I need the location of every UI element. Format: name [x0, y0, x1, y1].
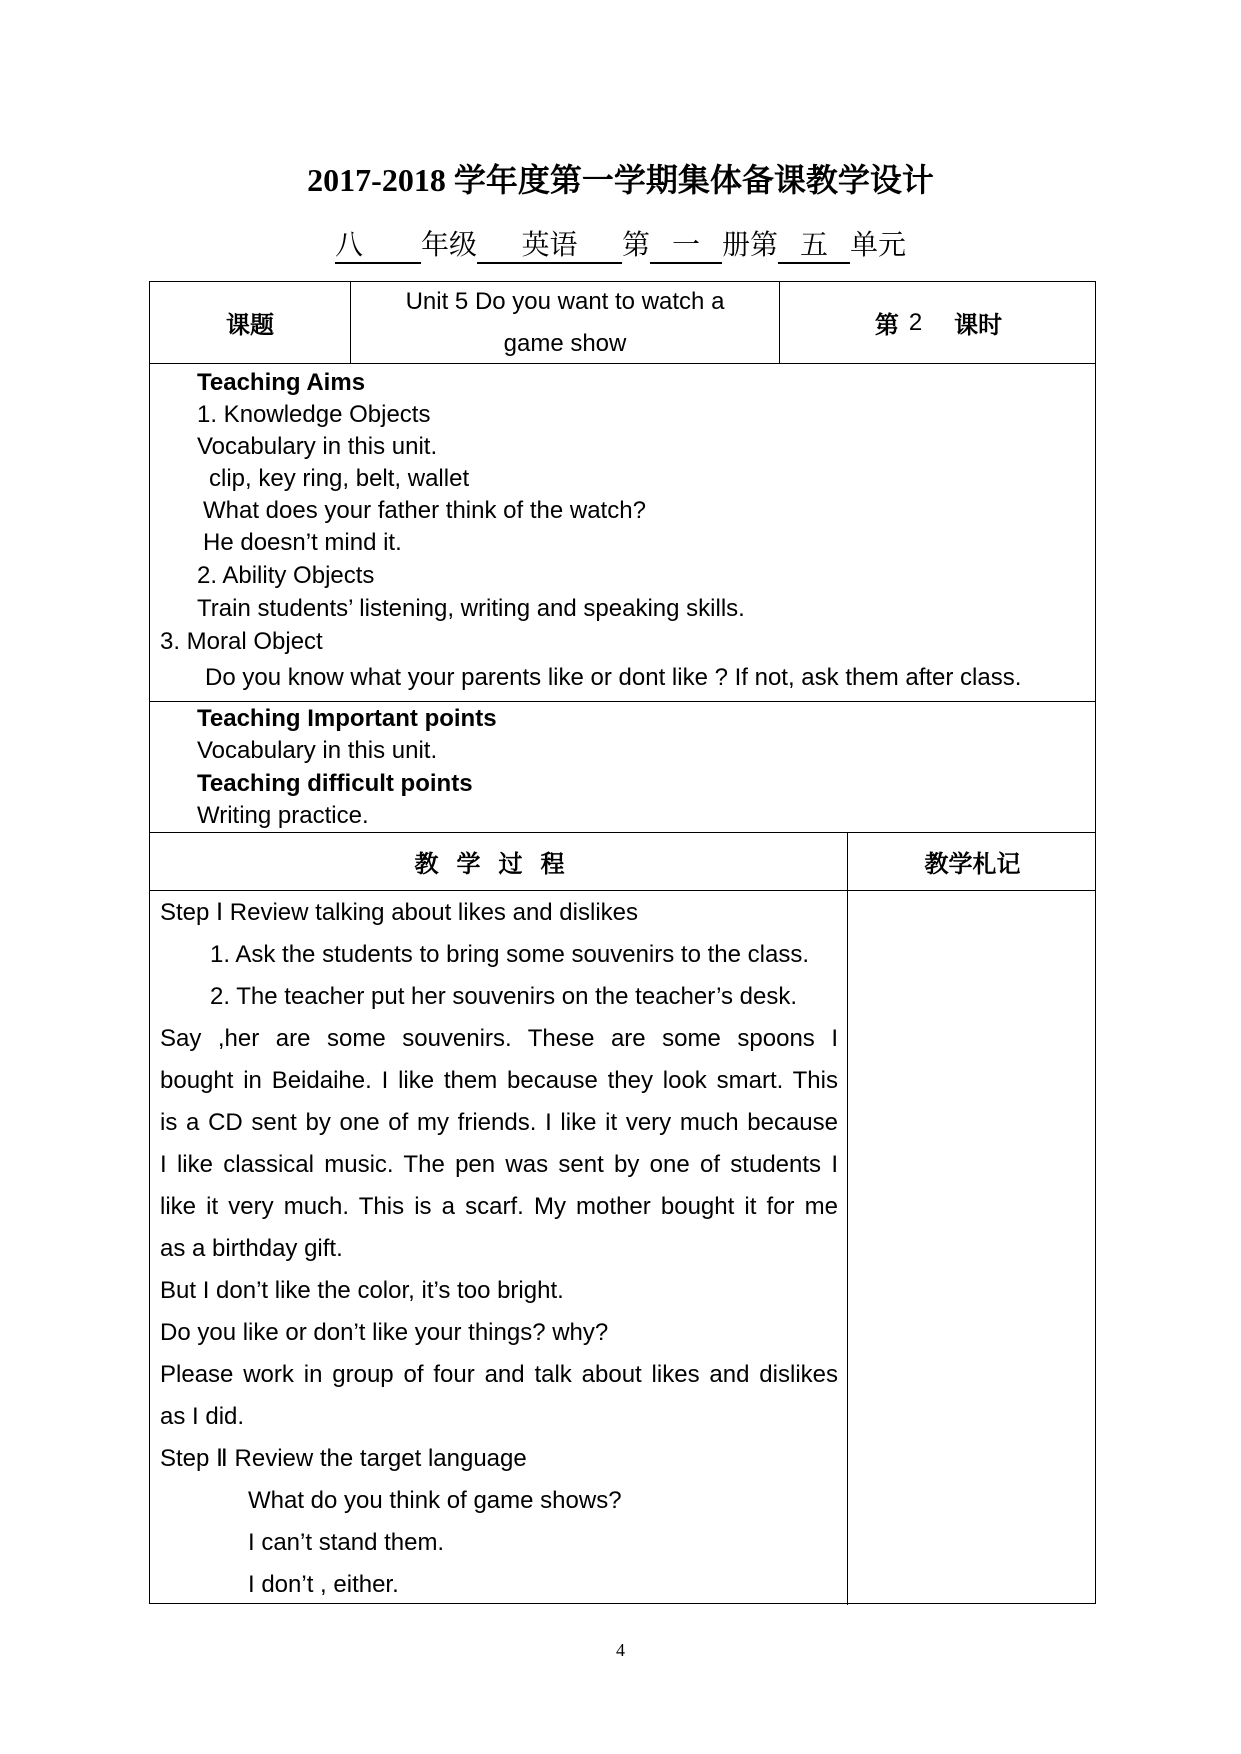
lesson-suffix: 课时 [954, 312, 1003, 339]
lesson-number: 2 [908, 308, 923, 336]
subject-value: 英语 [477, 230, 622, 264]
lesson-plan-table [149, 281, 1096, 1604]
lesson-prefix: 第 [874, 312, 899, 339]
aims-line: 2. Ability Objects [197, 562, 375, 589]
topic-row [150, 282, 1095, 364]
process-line: I don’t , either. [248, 1571, 399, 1598]
process-content [150, 891, 848, 1605]
course-info-line [0, 228, 1241, 264]
teaching-aims-section [150, 364, 1095, 702]
process-line: I like classical music. The pen was sent by one of students I [160, 1151, 838, 1178]
process-body-row [150, 891, 1095, 1605]
book-prefix: 第 [621, 230, 650, 261]
process-line: 1. Ask the students to bring some souvenirs to the class. [210, 941, 809, 968]
topic-line-2: game show [503, 329, 627, 357]
topic-line-1: Unit 5 Do you want to watch a [405, 287, 725, 315]
process-line: Step Ⅰ Review talking about likes and dislikes [160, 899, 638, 926]
process-line: Say ,her are some souvenirs. These are some spoons I [160, 1025, 838, 1052]
topic-label: 课题 [150, 282, 351, 363]
process-header: 教学过程 [150, 833, 848, 890]
unit-suffix: 单元 [850, 230, 907, 261]
process-line: Please work in group of four and talk about likes and dislikes [160, 1361, 838, 1388]
book-suffix: 册第 [722, 230, 779, 261]
process-line: bought in Beidaihe. I like them because they look smart. This [160, 1067, 838, 1094]
aims-line: Vocabulary in this unit. [197, 433, 438, 460]
process-line: Do you like or don’t like your things? why? [160, 1319, 609, 1346]
notes-column [848, 891, 1097, 1605]
key-points-section [150, 702, 1095, 833]
document-title: 2017-2018 学年度第一学期集体备课教学设计 [307, 162, 934, 198]
process-line: as a birthday gift. [160, 1235, 343, 1262]
process-line: I can’t stand them. [248, 1529, 445, 1556]
lesson-cell [780, 282, 1097, 363]
difficult-points-heading: Teaching difficult points [197, 770, 473, 797]
notes-header: 教学札记 [924, 851, 1021, 878]
important-points-heading: Teaching Important points [197, 705, 497, 732]
aims-line: 1. Knowledge Objects [197, 401, 431, 428]
aims-line: 3. Moral Object [160, 628, 323, 655]
aims-line: clip, key ring, belt, wallet [209, 465, 470, 492]
grade-label: 年级 [420, 230, 477, 261]
aims-line: He doesn’t mind it. [203, 529, 402, 556]
difficult-points-text: Writing practice. [197, 802, 369, 829]
process-line: What do you think of game shows? [248, 1487, 622, 1514]
aims-line: What does your father think of the watch? [203, 497, 646, 524]
process-line: as I did. [160, 1403, 245, 1430]
unit-value: 五 [778, 230, 850, 264]
process-line: Step Ⅱ Review the target language [160, 1445, 527, 1472]
aims-line: Do you know what your parents like or dont like ? If not, ask them after class. [205, 664, 1022, 691]
aims-heading: Teaching Aims [197, 369, 366, 396]
topic-cell [351, 282, 780, 363]
process-header-row [150, 833, 1095, 891]
grade-value: 八 [335, 230, 421, 264]
process-line: But I don’t like the color, it’s too bright. [160, 1277, 564, 1304]
book-value: 一 [650, 230, 722, 264]
process-line: 2. The teacher put her souvenirs on the teacher’s desk. [210, 983, 798, 1010]
page-number: 4 [616, 1640, 625, 1660]
process-line: like it very much. This is a scarf. My mother bought it for me [160, 1193, 838, 1220]
important-points-text: Vocabulary in this unit. [197, 737, 438, 764]
process-line: is a CD sent by one of my friends. I like it very much because [160, 1109, 838, 1136]
aims-line: Train students’ listening, writing and speaking skills. [197, 595, 745, 622]
